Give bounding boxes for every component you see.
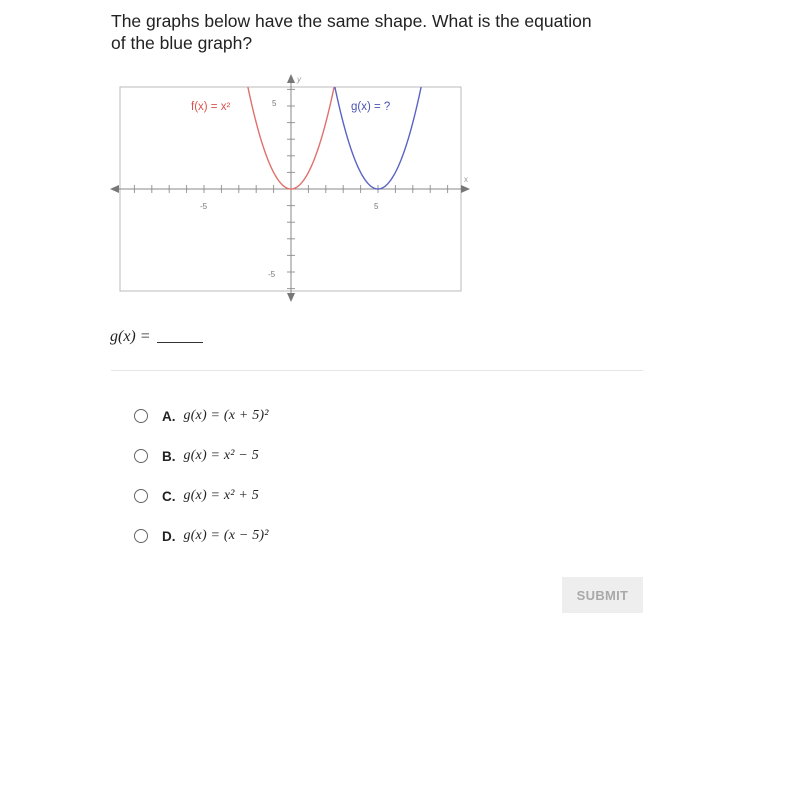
f-label: f(x) = x² <box>191 101 231 113</box>
answer-blank <box>157 330 203 343</box>
option-c[interactable] <box>134 476 269 516</box>
x-axis-left-arrow <box>110 185 119 193</box>
x-tick-label-5: 5 <box>374 202 379 211</box>
question-line-2: of the blue graph? <box>111 33 253 53</box>
option-d[interactable] <box>134 516 269 556</box>
answer-options <box>134 396 269 556</box>
option-a-letter: A. <box>162 408 176 424</box>
x-axis-right-arrow <box>461 185 470 193</box>
option-d-text: g(x) = (x − 5)² <box>183 528 269 543</box>
answer-prompt-label: g(x) = <box>110 328 151 345</box>
x-tick-label-neg5: -5 <box>200 202 208 211</box>
radio-d[interactable] <box>134 529 148 543</box>
graph <box>100 70 480 310</box>
x-axis-label: x <box>464 175 468 184</box>
radio-b[interactable] <box>134 449 148 463</box>
y-tick-label-neg5: -5 <box>268 270 276 279</box>
question-text <box>111 10 671 54</box>
graph-svg <box>100 70 480 310</box>
radio-c[interactable] <box>134 489 148 503</box>
option-b[interactable] <box>134 436 269 476</box>
y-axis-down-arrow <box>287 293 295 302</box>
y-axis-label: y <box>297 75 301 84</box>
option-a-text: g(x) = (x + 5)² <box>183 408 269 423</box>
divider <box>111 370 643 371</box>
submit-button[interactable]: SUBMIT <box>562 577 643 613</box>
option-b-text: g(x) = x² − 5 <box>183 448 259 463</box>
y-axis-up-arrow <box>287 74 295 83</box>
option-b-letter: B. <box>162 448 176 464</box>
question-line-1: The graphs below have the same shape. What is the equation <box>111 11 592 31</box>
option-a[interactable] <box>134 396 269 436</box>
y-tick-label-5: 5 <box>272 99 277 108</box>
g-label: g(x) = ? <box>351 101 391 113</box>
option-c-letter: C. <box>162 488 176 504</box>
option-d-letter: D. <box>162 528 176 544</box>
answer-prompt <box>110 328 203 346</box>
radio-a[interactable] <box>134 409 148 423</box>
option-c-text: g(x) = x² + 5 <box>183 488 259 503</box>
